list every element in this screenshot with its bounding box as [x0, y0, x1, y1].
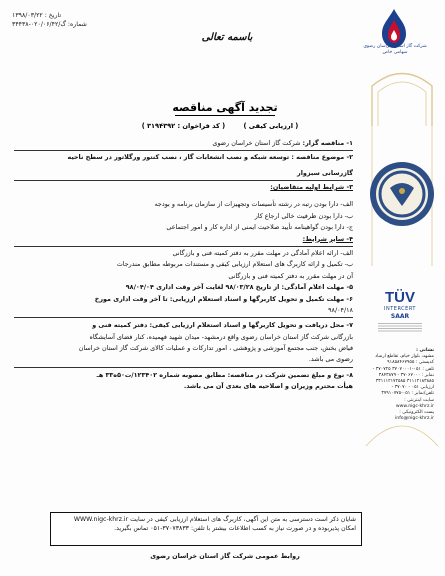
item-1: ۱- مناقصه گزار: شرکت گاز استان خراسان رضوی: [212, 139, 353, 147]
email-link[interactable]: info@nigc-khrz.ir: [395, 416, 434, 422]
contact-sidebar: نشانی : مشهد، بلوار خیام، تقاطع ارشاد کدپستی : ۹۱۸۵۸۴۶۷۹۵۵ تلفن : ۰۵۱-۳۷۰۷۰۰۰۱ ۳۷۰۷۲۵ - نمابر : ۳۷۰۶۷۰۰۰ - ۳۸۴۳۸۷۹ ۳۱۱۱۲۱۸۳۸۸۵ ۳۳۱۱۱۲۱۷۲۵۸۵ ارزیابی ۰۵۱ - ۳۷۰۷۰ - تلفن/نمابر : ۰۵۱-۳۷۹۱۰۷۷۵ سایت اینترنتی : www.nigc-khrz.ir پست الکترونیکی : info@nigc-khrz.ir: [364, 348, 434, 422]
year-seal-icon: [368, 160, 436, 228]
condition-4b-cont: آن در مهلت مقرر به دفتر کمیته فنی و بازرگانی: [228, 271, 353, 280]
basmala: باسمه تعالی: [201, 32, 253, 43]
page-title: تجدید آگهی مناقصه: [172, 101, 278, 114]
tuv-certificate-badge: TÜV INTERCERT SAAR: [372, 290, 428, 340]
notice-box: [50, 512, 362, 546]
divider: [14, 317, 353, 318]
item-2: ۲- موضوع مناقصه : توسعه شبکه و نصب انشعابات گاز ، نصب کنتور ورگلاتور در سطح ناحیه: [67, 153, 353, 162]
item-7-line-3: فیاض بخش، جنب مجتمع آموزشی و پژوهشی ، امور تدارکات و عملیات کالای شرکت گاز استان خراسان: [78, 344, 353, 353]
item-2-cont: گازرسانی سبزوار: [297, 168, 353, 177]
divider: [14, 367, 353, 368]
divider: [14, 180, 353, 181]
notice-line-2: امکان پذیربوده و در صورت نیاز به کسب اطلاعات بیشتر با تلفن: ۳۷۰۷۳۸۳۳-۰۵۱ تماس بگیرید.: [114, 524, 356, 532]
document-meta: [12, 11, 132, 29]
item-6: ۶- مهلت تکمیل و تحویل کاربرگها و اسناد استعلام ارزیابی: تا آخر وقت اداری مورخ: [94, 294, 353, 303]
evaluation-tag: ( ارزیابی کیفی ): [243, 122, 299, 130]
item-5: ۵- مهلت اعلام آمادگی: از تاریخ ۹۸/۰۳/۲۸ لغایت آخر وقت اداری ۹۸/۰۴/۰۴: [125, 283, 353, 292]
notice-line-1: شایان ذکر است دسترسی به متن این آگهی، کاربرگ های استعلام ارزیابی کیفی در سایت WWW.nigc-khrz.ir: [73, 516, 356, 523]
item-3: ۳- شرایط اولیه متقاضیان:: [270, 182, 353, 191]
certificate-fineprint: [378, 323, 422, 333]
condition-a: الف- دارا بودن رتبه در رشته تأسیسات وتجهیزات از سازمان برنامه و بودجه: [154, 200, 353, 209]
website-link[interactable]: www.nigc-khrz.ir: [395, 403, 434, 409]
decorative-ornament: [362, 66, 442, 486]
item-8: ۸- نوع و مبلغ تضمین شرکت در مناقصه: مطابق مصوبه شماره ۱۲۳۴۰۲/ت۵۰ه۳۳ هـ: [96, 370, 353, 379]
condition-4b: ب- تکمیل و ارائه کاربرگ های استعلام ارزیابی کیفی و مستندات مربوطه مطابق مندرجات: [116, 260, 353, 269]
item-7: ۷- محل دریافت و تحویل کاربرگها و اسناد استعلام ارزیابی کیفی: دفتر کمیته فنی و: [92, 321, 353, 330]
call-code: ( کد فراخوان : ۳۱۹۴۳۹۲ ): [141, 122, 226, 130]
condition-4a: الف- ارائه اعلام آمادگی در مهلت مقرر به دفتر کمیته فنی و بازرگانی: [172, 248, 353, 257]
tender-body: [14, 139, 353, 394]
divider: [14, 150, 353, 151]
item-6-date: ۹۸/۰۴/۱۸: [328, 305, 353, 314]
title-underline: [175, 115, 275, 116]
date-line: تاریخ : ۱۳۹۸/۰۳/۲۲: [12, 12, 62, 19]
tender-subtitle: [130, 122, 310, 130]
item-4: ۴- سایر شرایط:: [302, 234, 353, 243]
footer-signature: روابط عمومی شرکت گاز استان خراسان رضوی: [150, 552, 300, 560]
condition-c: ج- دارا بودن گواهینامه تأیید صلاحیت ایمنی از اداره کار و امور اجتماعی: [166, 223, 353, 232]
number-line: شماره: گ/۰۲۰/۰۶/۴۲-۳۴۴۳۸: [12, 21, 87, 28]
item-8-cont: هیأت محترم وزیران و اصلاحیه های بعدی آن می باشد.: [183, 382, 353, 391]
item-7-line-4: رضوی می باشد.: [308, 355, 353, 364]
company-name: شرکت گاز استان خراسان رضوی سهامی خاص: [363, 44, 427, 55]
divider: [14, 246, 353, 247]
item-7-line-2: بازرگانی شرکت گاز استان خراسان رضوی واقع درمشهد- میدان شهید فهمیده، کنار فضای آسایشگاه: [89, 332, 353, 341]
condition-b: ب- دارا بودن ظرفیت خالی ارجاع کار: [254, 211, 353, 220]
